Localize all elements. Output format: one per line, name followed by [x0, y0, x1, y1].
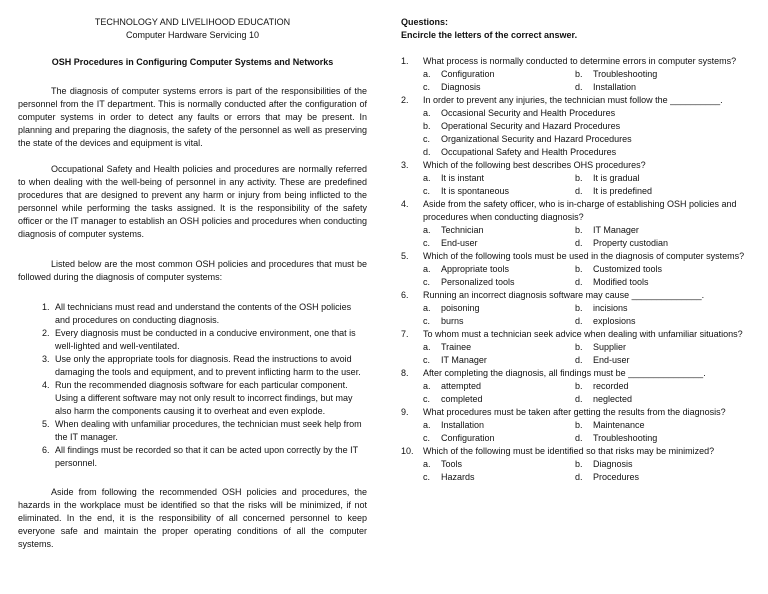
answer-option[interactable] [575, 432, 753, 445]
answer-option[interactable] [423, 276, 575, 289]
option-letter[interactable]: c. [423, 355, 431, 365]
question-text: Aside from the safety officer, who is in-charge of establishing OSH policies and procedures when conducting diagnosis? [423, 199, 737, 222]
option-letter[interactable]: a. [423, 342, 431, 352]
option-text: Trainee [441, 342, 472, 352]
option-letter[interactable]: d. [575, 355, 583, 365]
question-number: 9. [401, 407, 409, 417]
question-item [401, 328, 753, 367]
answer-option[interactable] [575, 185, 753, 198]
question-number: 8. [401, 368, 409, 378]
question-row [401, 328, 753, 341]
question-item [401, 250, 753, 289]
procedure-list [18, 301, 367, 470]
option-letter[interactable]: c. [423, 82, 431, 92]
question-item [401, 159, 753, 198]
reading-column [18, 16, 367, 551]
answer-option[interactable] [423, 432, 575, 445]
option-letter[interactable]: d. [575, 433, 583, 443]
answer-option[interactable] [423, 341, 575, 354]
question-text: Running an incorrect diagnosis software may cause ______________. [423, 290, 705, 300]
answer-options [401, 380, 753, 406]
answer-option[interactable] [575, 471, 753, 484]
question-text: What process is normally conducted to determine errors in computer systems? [423, 56, 737, 66]
question-number: 10. [401, 446, 414, 456]
course-heading: Computer Hardware Servicing 10 [125, 30, 260, 40]
option-text: Customized tools [593, 264, 663, 274]
answer-option[interactable] [423, 146, 753, 159]
option-letter[interactable]: b. [575, 264, 583, 274]
question-item [401, 289, 753, 328]
answer-option[interactable] [575, 263, 753, 276]
answer-option[interactable] [575, 81, 753, 94]
answer-option[interactable] [575, 393, 753, 406]
answer-options [401, 224, 753, 250]
option-letter[interactable]: d. [575, 238, 583, 248]
answer-options [401, 341, 753, 367]
option-letter[interactable]: b. [575, 381, 583, 391]
option-text: completed [441, 394, 483, 404]
question-number: 6. [401, 290, 409, 300]
answer-options [401, 302, 753, 328]
answer-option[interactable] [423, 172, 575, 185]
answer-option[interactable] [575, 458, 753, 471]
option-letter[interactable]: d. [575, 316, 583, 326]
option-text: incisions [593, 303, 628, 313]
procedure-item: 2. Every diagnosis must be conducted in a conducive environment, one that is well-lighted and well-ventilated. [52, 327, 367, 353]
question-item [401, 406, 753, 445]
option-letter[interactable]: c. [423, 433, 431, 443]
question-text: After completing the diagnosis, all findings must be _______________. [423, 368, 706, 378]
answer-options [401, 458, 753, 484]
list-intro-paragraph: Listed below are the most common OSH policies and procedures that must be followed during the diagnosis of computer systems: [18, 259, 367, 282]
option-text: burns [441, 316, 464, 326]
option-text: Personalized tools [441, 277, 515, 287]
question-item [401, 367, 753, 406]
answer-options [401, 419, 753, 445]
question-number: 5. [401, 251, 409, 261]
option-letter[interactable]: d. [423, 147, 431, 157]
question-item [401, 198, 753, 250]
question-row [401, 159, 753, 172]
option-letter[interactable]: a. [423, 459, 431, 469]
option-text: End-user [441, 238, 478, 248]
answer-option[interactable] [423, 133, 753, 146]
option-text: IT Manager [593, 225, 639, 235]
question-text: What procedures must be taken after getting the results from the diagnosis? [423, 407, 726, 417]
option-text: Supplier [593, 342, 627, 352]
procedure-item: 1. All technicians must read and understand the contents of the OSH policies and procedures on conducting diagnosis. [52, 301, 367, 327]
question-text: Which of the following tools must be used in the diagnosis of computer systems? [423, 251, 745, 261]
option-text: Technician [441, 225, 484, 235]
question-number: 1. [401, 56, 409, 66]
question-item [401, 55, 753, 94]
question-item [401, 445, 753, 484]
question-text: To whom must a technician seek advice when dealing with unfamiliar situations? [423, 329, 743, 339]
subject-heading: TECHNOLOGY AND LIVELIHOOD EDUCATION [94, 17, 291, 27]
option-letter[interactable]: b. [575, 69, 583, 79]
option-letter[interactable]: a. [423, 69, 431, 79]
question-row [401, 445, 753, 458]
question-list [401, 55, 753, 484]
option-text: Installation [441, 420, 485, 430]
option-text: poisoning [441, 303, 480, 313]
answer-option[interactable] [423, 263, 575, 276]
option-text: recorded [593, 381, 629, 391]
option-text: Organizational Security and Hazard Procedures [441, 134, 632, 144]
option-letter[interactable]: b. [575, 225, 583, 235]
option-text: Configuration [441, 69, 495, 79]
option-letter[interactable]: b. [575, 303, 583, 313]
option-letter[interactable]: c. [423, 277, 431, 287]
option-text: Operational Security and Hazard Procedures [441, 121, 621, 131]
answer-option[interactable] [575, 276, 753, 289]
answer-option[interactable] [575, 315, 753, 328]
option-letter[interactable]: c. [423, 134, 431, 144]
lesson-title: OSH Procedures in Configuring Computer Systems and Networks [51, 57, 334, 67]
option-letter[interactable]: b. [575, 459, 583, 469]
question-text: Which of the following must be identified so that risks may be minimized? [423, 446, 715, 456]
option-text: It is gradual [593, 173, 640, 183]
answer-options [401, 172, 753, 198]
answer-option[interactable] [423, 237, 575, 250]
answer-option[interactable] [423, 224, 575, 237]
answer-option[interactable] [575, 224, 753, 237]
option-text: Diagnosis [593, 459, 633, 469]
question-number: 7. [401, 329, 409, 339]
option-text: It is instant [441, 173, 485, 183]
option-letter[interactable]: d. [575, 472, 583, 482]
option-text: Diagnosis [441, 82, 481, 92]
answer-option[interactable] [575, 68, 753, 81]
answer-option[interactable] [575, 341, 753, 354]
question-number: 3. [401, 160, 409, 170]
option-letter[interactable]: a. [423, 264, 431, 274]
option-text: Maintenance [593, 420, 645, 430]
answer-option[interactable] [423, 419, 575, 432]
question-number: 2. [401, 95, 409, 105]
question-row [401, 250, 753, 263]
answer-option[interactable] [575, 302, 753, 315]
question-row [401, 55, 753, 68]
answer-option[interactable] [423, 458, 575, 471]
option-text: Property custodian [593, 238, 669, 248]
option-letter[interactable]: c. [423, 238, 431, 248]
answer-option[interactable] [423, 81, 575, 94]
option-letter[interactable]: c. [423, 394, 431, 404]
option-text: Configuration [441, 433, 495, 443]
answer-option[interactable] [423, 185, 575, 198]
option-text: Troubleshooting [593, 433, 658, 443]
question-item [401, 94, 753, 159]
option-letter[interactable]: d. [575, 186, 583, 196]
option-text: Modified tools [593, 277, 649, 287]
answer-options [401, 68, 753, 94]
option-letter[interactable]: a. [423, 108, 431, 118]
answer-option[interactable] [423, 471, 575, 484]
option-letter[interactable]: a. [423, 225, 431, 235]
answer-options [401, 263, 753, 289]
procedure-item: 4. Run the recommended diagnosis software for each particular component. Using a different software may not only result to incorrect findings, but may also harm the components causing it to overheat and even explode. [52, 379, 367, 418]
question-row [401, 198, 753, 224]
answer-option[interactable] [423, 120, 753, 133]
answer-option[interactable] [575, 354, 753, 367]
option-text: Occupational Safety and Health Procedures [441, 147, 617, 157]
procedure-item: 5. When dealing with unfamiliar procedures, the technician must seek help from the IT manager. [52, 418, 367, 444]
option-letter[interactable]: d. [575, 277, 583, 287]
answer-option[interactable] [575, 237, 753, 250]
question-number: 4. [401, 199, 409, 209]
answer-option[interactable] [423, 354, 575, 367]
answer-options [401, 107, 753, 159]
question-text: Which of the following best describes OHS procedures? [423, 160, 646, 170]
option-letter[interactable]: b. [575, 420, 583, 430]
question-row [401, 406, 753, 419]
option-letter[interactable]: a. [423, 303, 431, 313]
option-text: Installation [593, 82, 637, 92]
option-text: Appropriate tools [441, 264, 510, 274]
answer-option[interactable] [575, 380, 753, 393]
option-letter[interactable]: a. [423, 173, 431, 183]
question-row [401, 367, 753, 380]
option-letter[interactable]: b. [575, 173, 583, 183]
option-text: It is predefined [593, 186, 653, 196]
option-text: neglected [593, 394, 633, 404]
questions-column [401, 16, 753, 484]
osh-paragraph: Occupational Safety and Health policies and procedures are normally referred to when dealing with the well-being of personnel in any activity. These are predefined procedures that are designed to prevent any harm or injury from being inflicted to the personnel while performing the tasks assigned. It is the responsibility of the safety officer or the IT manager to establish an OSH policies and procedures when conducting diagnosis of computer systems. [18, 164, 367, 239]
option-text: Procedures [593, 472, 640, 482]
option-text: attempted [441, 381, 482, 391]
option-letter[interactable]: d. [575, 394, 583, 404]
option-text: explosions [593, 316, 636, 326]
option-text: Tools [441, 459, 463, 469]
procedure-item: 3. Use only the appropriate tools for diagnosis. Read the instructions to avoid damaging the tools and equipment, and to prevent inflicting harm to the user. [52, 353, 367, 379]
answer-option[interactable] [423, 107, 753, 120]
intro-paragraph: The diagnosis of computer systems errors is part of the responsibilities of the personnel from the IT department. This is normally conducted after the configuration of computer systems in order to detect any faults or errors that may be present. In planning and preparing the diagnosis, the safety of the personnel as well as preserving the state of the devices and equipment is vital. [18, 86, 367, 148]
option-letter[interactable]: b. [423, 121, 431, 131]
procedure-item: 6. All findings must be recorded so that it can be acted upon correctly by the IT personnel. [52, 444, 367, 470]
questions-heading: Questions: [401, 17, 449, 27]
option-text: IT Manager [441, 355, 487, 365]
option-letter[interactable]: c. [423, 186, 431, 196]
option-letter[interactable]: c. [423, 316, 431, 326]
answer-option[interactable] [423, 380, 575, 393]
answer-option[interactable] [575, 419, 753, 432]
option-text: Occasional Security and Health Procedures [441, 108, 616, 118]
answer-option[interactable] [423, 302, 575, 315]
closing-paragraph: Aside from following the recommended OSH policies and procedures, the hazards in the workplace must be identified so that the risks will be minimized, if not eliminated. In the end, it is the responsibility of all concerned personnel to keep everyone safe and maintain the proper operating conditions of all the computer systems. [18, 487, 367, 549]
questions-instruction: Encircle the letters of the correct answer. [401, 30, 578, 40]
answer-option[interactable] [423, 68, 575, 81]
option-letter[interactable]: a. [423, 420, 431, 430]
option-letter[interactable]: a. [423, 381, 431, 391]
option-text: It is spontaneous [441, 186, 510, 196]
option-letter[interactable]: d. [575, 82, 583, 92]
question-text: In order to prevent any injuries, the technician must follow the __________. [423, 95, 723, 105]
option-letter[interactable]: c. [423, 472, 431, 482]
question-row [401, 94, 753, 107]
answer-option[interactable] [423, 393, 575, 406]
answer-option[interactable] [575, 172, 753, 185]
answer-option[interactable] [423, 315, 575, 328]
option-text: Hazards [441, 472, 475, 482]
option-text: Troubleshooting [593, 69, 658, 79]
option-letter[interactable]: b. [575, 342, 583, 352]
question-row [401, 289, 753, 302]
option-text: End-user [593, 355, 630, 365]
